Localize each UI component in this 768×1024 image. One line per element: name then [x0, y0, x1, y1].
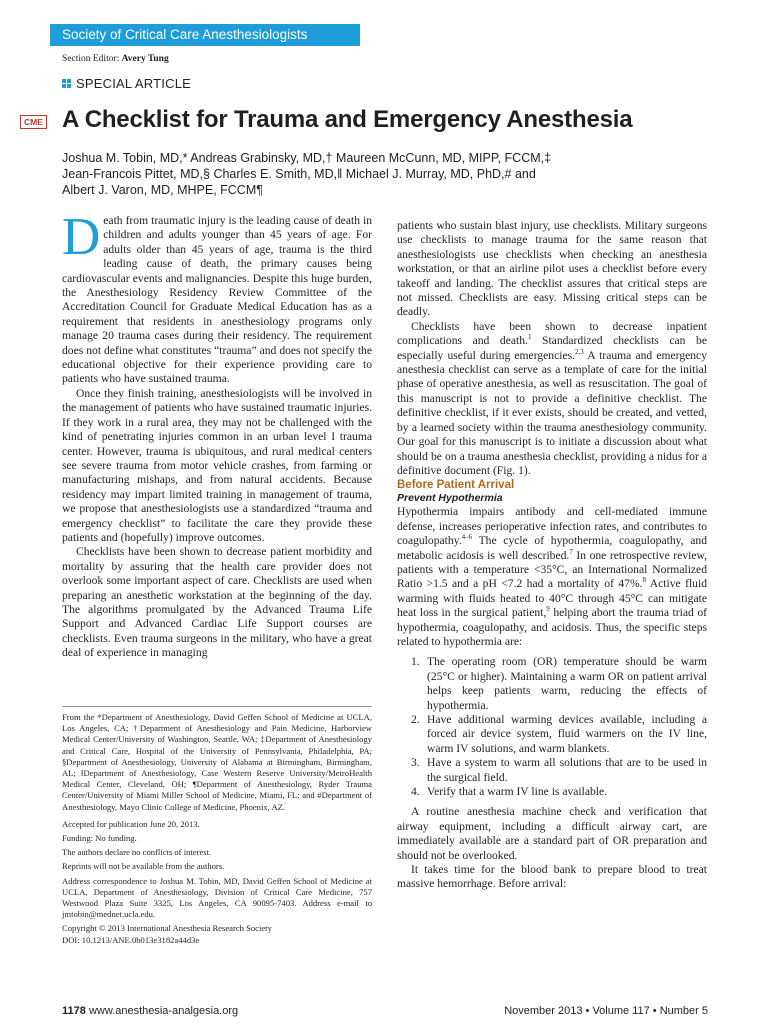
footnotes: [62, 712, 372, 946]
body-paragraph: patients who sustain blast injury, use checklists. Military surgeons use checklists to manage trauma for the same reason that anesthesiologists use checklists when checking an anesthesia workstation, or that an airline pilot uses a checklist before every takeoff and landing. The checklist assures that critical steps are not missed. Checklists are easy. Missing critical steps can be deadly.: [397, 219, 707, 319]
text-run: Standardized checklists can be especially useful during emergencies.: [397, 334, 707, 362]
section-editor: [62, 54, 169, 64]
text-run: Active fluid warming with fluids heated to 40°C through 45°C can mitigate heat loss in the surgical patient,: [397, 577, 707, 620]
list-number: 4.: [411, 785, 420, 799]
grid-square-icon: [62, 79, 71, 88]
correspondence: Address correspondence to Joshua M. Tobin, MD, David Geffen School of Medicine at UCLA, Department of Anesthesiology, Division of Critical Care Medicine, 757 Westwood Plaza Suite 3325, Los Angeles, CA 90095-7403. Address e-mail to jmtobin@mednet.ucla.edu.: [62, 875, 372, 920]
citation: 8: [642, 576, 647, 585]
body-paragraph: Once they finish training, anesthesiologists will be involved in the management of patients who have sustained traumatic injuries. If they work in a rural area, they may not be challenged with the kind of penetrating injuries common in an urban level I trauma center. However, trauma is ubiquitous, and rural medical centers see severe trauma from motor vehicle crashes, from farming or manufacturing mishaps, and from natural accidents. Because residency may impart limited training in management of trauma, we propose that anesthesiologists use a standardized “trauma and emergency checklist” to facilitate the care they provide these patients and (hopefully) improve outcomes.: [62, 386, 372, 544]
list-text: The operating room (OR) temperature should be warm (25°C or higher). Maintaining a warm OR on patient arrival helps keep patients warm, reducing the effects of hypothermia.: [427, 655, 707, 712]
list-item: [397, 713, 707, 756]
section-label: [62, 76, 191, 91]
footnote-divider: [62, 706, 372, 707]
author-line: Albert J. Varon, MD, MHPE, FCCM¶: [62, 183, 263, 197]
list-item: [397, 785, 707, 799]
text-run: The cycle of hypothermia, coagulopathy, and metabolic acidosis is well described.: [397, 534, 707, 562]
text-run: A trauma and emergency anesthesia checklist can serve as a template of care for the initial phase of operative anesthesia, as well as resuscitation. The goal of this manuscript is not to provide a definitive checklist. The definitive checklist, if it ever exists, should be created, and vetted, by a learned society within the trauma anesthesiology community. Our goal for this manuscript is to initiate a discussion about what should be on a trauma anesthesia checklist, providing a nidus for a definitive document (Fig. 1).: [397, 348, 707, 477]
subsection-heading: Prevent Hypothermia: [397, 492, 503, 505]
citation: 1: [527, 333, 532, 342]
issue-info: November 2013 • Volume 117 • Number 5: [504, 1005, 708, 1017]
author-list: [62, 150, 622, 198]
hypothermia-steps-list: [397, 655, 707, 799]
right-column: [397, 219, 707, 959]
list-number: 2.: [411, 713, 420, 726]
citation: 4–6: [461, 533, 473, 542]
text-run: In one retrospective review, patients with a temperature <35°C, an International Normalized Ratio >1.5 and a pH <7.2 had a mortality of 47%.: [397, 548, 707, 591]
list-number: 1.: [411, 655, 420, 669]
accepted-date: Accepted for publication June 20, 2013.: [62, 818, 200, 829]
society-banner: Society of Critical Care Anesthesiologists: [50, 24, 360, 46]
doi: DOI: 10.1213/ANE.0b013e3182a44d3e: [62, 934, 200, 945]
body-paragraph: A routine anesthesia machine check and verification that airway equipment, including a difficult airway cart, are immediately available are a standard part of OR preparation and should not be overlooked.: [397, 805, 707, 862]
author-line: Joshua M. Tobin, MD,* Andreas Grabinsky, MD,† Maureen McCunn, MD, MIPP, FCCM,‡: [62, 151, 552, 165]
citation: 9: [546, 605, 550, 614]
editor-label: Section Editor:: [62, 54, 120, 64]
body-paragraph: Checklists have been shown to decrease patient morbidity and mortality by assuring that the health care provider does not overlook some important aspect of care. Checklists are used when preparing an anesthetic workstation at the beginning of the day. The algorithms promulgated by the Advanced Trauma Life Support and Advanced Cardiac Life Support courses are checklists. Even trauma surgeons in the military, who have a great deal of experience in managing: [62, 545, 372, 660]
conflicts: The authors declare no conflicts of interest.: [62, 847, 212, 858]
list-item: [397, 756, 707, 785]
page-footer: [62, 1005, 708, 1017]
article-title: A Checklist for Trauma and Emergency Anesthesia: [62, 106, 633, 133]
drop-cap: D: [62, 214, 101, 266]
left-column: [62, 214, 372, 704]
body-paragraph: [397, 505, 707, 649]
list-text: Verify that a warm IV line is available.: [427, 785, 608, 799]
citation: 7: [569, 547, 573, 556]
list-text: Have additional warming devices available, including a forced air device system, fluid warmers on the IV line, warm IV solutions, and warm blankets.: [427, 713, 707, 755]
funding: Funding: No funding.: [62, 833, 137, 844]
section-heading: Before Patient Arrival: [397, 479, 515, 492]
website-link[interactable]: www.anesthesia-analgesia.org: [88, 1005, 239, 1017]
cme-badge: CME: [20, 115, 47, 129]
text-run: Hypothermia impairs antibody and cell-mediated immune defense, increases perioperative infection rates, and contributes to coagulopathy.: [397, 505, 707, 548]
body-paragraph: [397, 320, 707, 478]
page-number: 1178: [62, 1005, 86, 1017]
text-run: helping abort the trauma triad of hypothermia, coagulopathy, and acidosis. Thus, the specific steps related to hypothermia are:: [397, 606, 707, 648]
section-label-text: SPECIAL ARTICLE: [76, 76, 191, 91]
text-run: Checklists have been shown to decrease inpatient complications and death.: [397, 319, 707, 348]
affiliations: From the *Department of Anesthesiology, David Geffen School of Medicine at UCLA, Los Angeles, CA; †Department of Anesthesiology and Pain Medicine, Harborview Medical Center/University of Washington, Seattle, WA; ‡Department of Anesthesiology and Critical Care, Hospital of the University of Pennsylvania, Philadelphia, PA; §Department of Anesthesiology, University of Alabama at Birmingham, Birmingham, AL; ‖Department of Anesthesiology, Case Western Reserve University/MetroHealth Medical Center, Cleveland, OH; ¶Department of Anesthesiology, Ryder Trauma Center/University of Miami Miller School of Medicine, Miami, FL; and #Department of Anesthesiology, Mayo Clinic College of Medicine, Phoenix, AZ.: [62, 712, 372, 812]
citation: 2,3: [575, 347, 584, 356]
editor-name: Avery Tung: [121, 54, 169, 64]
list-text: Have a system to warm all solutions that are to be used in the surgical field.: [427, 756, 707, 784]
list-item: [397, 655, 707, 713]
body-paragraph: It takes time for the blood bank to prepare blood to treat massive hemorrhage. Before arrival:: [397, 863, 707, 891]
author-line: Jean-Francois Pittet, MD,§ Charles E. Smith, MD,‖ Michael J. Murray, MD, PhD,# and: [62, 167, 536, 181]
copyright: Copyright © 2013 International Anesthesia Research Society: [62, 923, 272, 934]
intro-paragraph: [62, 214, 372, 387]
intro-text: eath from traumatic injury is the leading cause of death in children and adults younger than 45 years of age. For adults older than 45 years of age, trauma is the third leading cause of death, the primary causes being cardiovascular events and malignancies. Despite this huge burden, the Anesthesiology Residency Review Committee of the Accreditation Council for Graduate Medical Education has as a requirement that residents in anesthesiology programs only manage 20 trauma cases during their residency. The requirement does not define what constitutes “trauma” and does not specify the educational objective for their experience providing care to patients who have sustained trauma.: [62, 214, 372, 386]
reprints: Reprints will not be available from the authors.: [62, 861, 225, 872]
list-number: 3.: [411, 756, 420, 770]
